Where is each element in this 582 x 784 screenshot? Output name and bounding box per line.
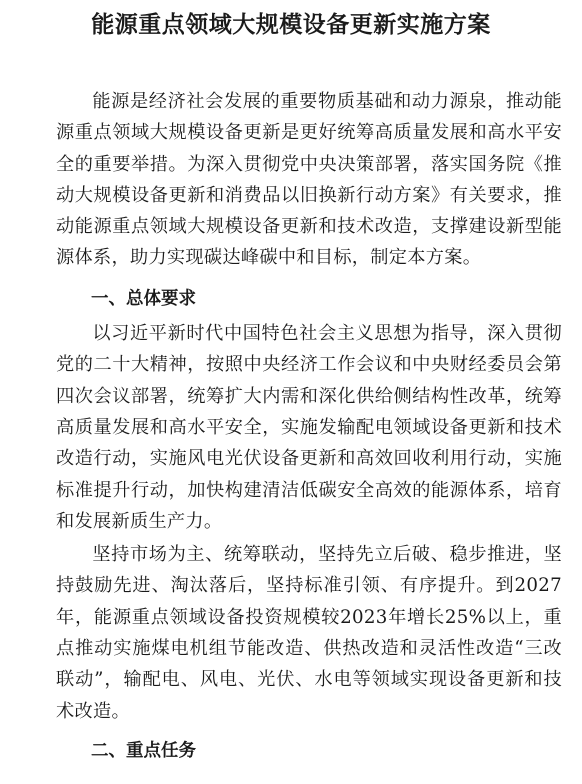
- section-heading-general-requirements: 一、总体要求: [91, 288, 196, 309]
- section-heading-key-tasks: 二、重点任务: [91, 740, 196, 761]
- principles-and-goals-paragraph: 坚持市场为主、统筹联动，坚持先立后破、稳步推进，坚持鼓励先进、淘汰落后，坚持标准引领、有序提升。到2027年，能源重点领域设备投资规模较2023年增长25%以上，重点推动实施煤电机组节能改造、供热改造和灵活性改造“三改联动”，输配电、风电、光伏、水电等领域实现设备更新和技术改造。: [56, 544, 562, 722]
- guiding-principle-paragraph: 以习近平新时代中国特色社会主义思想为指导，深入贯彻党的二十大精神，按照中央经济工作会议和中央财经委员会第四次会议部署，统筹扩大内需和深化供给侧结构性改革，统筹高质量发展和高水平安全，实施发输配电领域设备更新和技术改造行动，实施风电光伏设备更新和高效回收利用行动，实施标准提升行动，加快构建清洁低碳安全高效的能源体系，培育和发展新质生产力。: [56, 323, 562, 532]
- document-title: 能源重点领域大规模设备更新实施方案: [91, 12, 491, 38]
- intro-paragraph: 能源是经济社会发展的重要物质基础和动力源泉，推动能源重点领域大规模设备更新是更好统筹高质量发展和高水平安全的重要举措。为深入贯彻党中央决策部署，落实国务院《推动大规模设备更新和消费品以旧换新行动方案》有关要求，推动能源重点领域大规模设备更新和技术改造，支撑建设新型能源体系，助力实现碳达峰碳中和目标，制定本方案。: [56, 91, 562, 269]
- document-body: [56, 86, 562, 767]
